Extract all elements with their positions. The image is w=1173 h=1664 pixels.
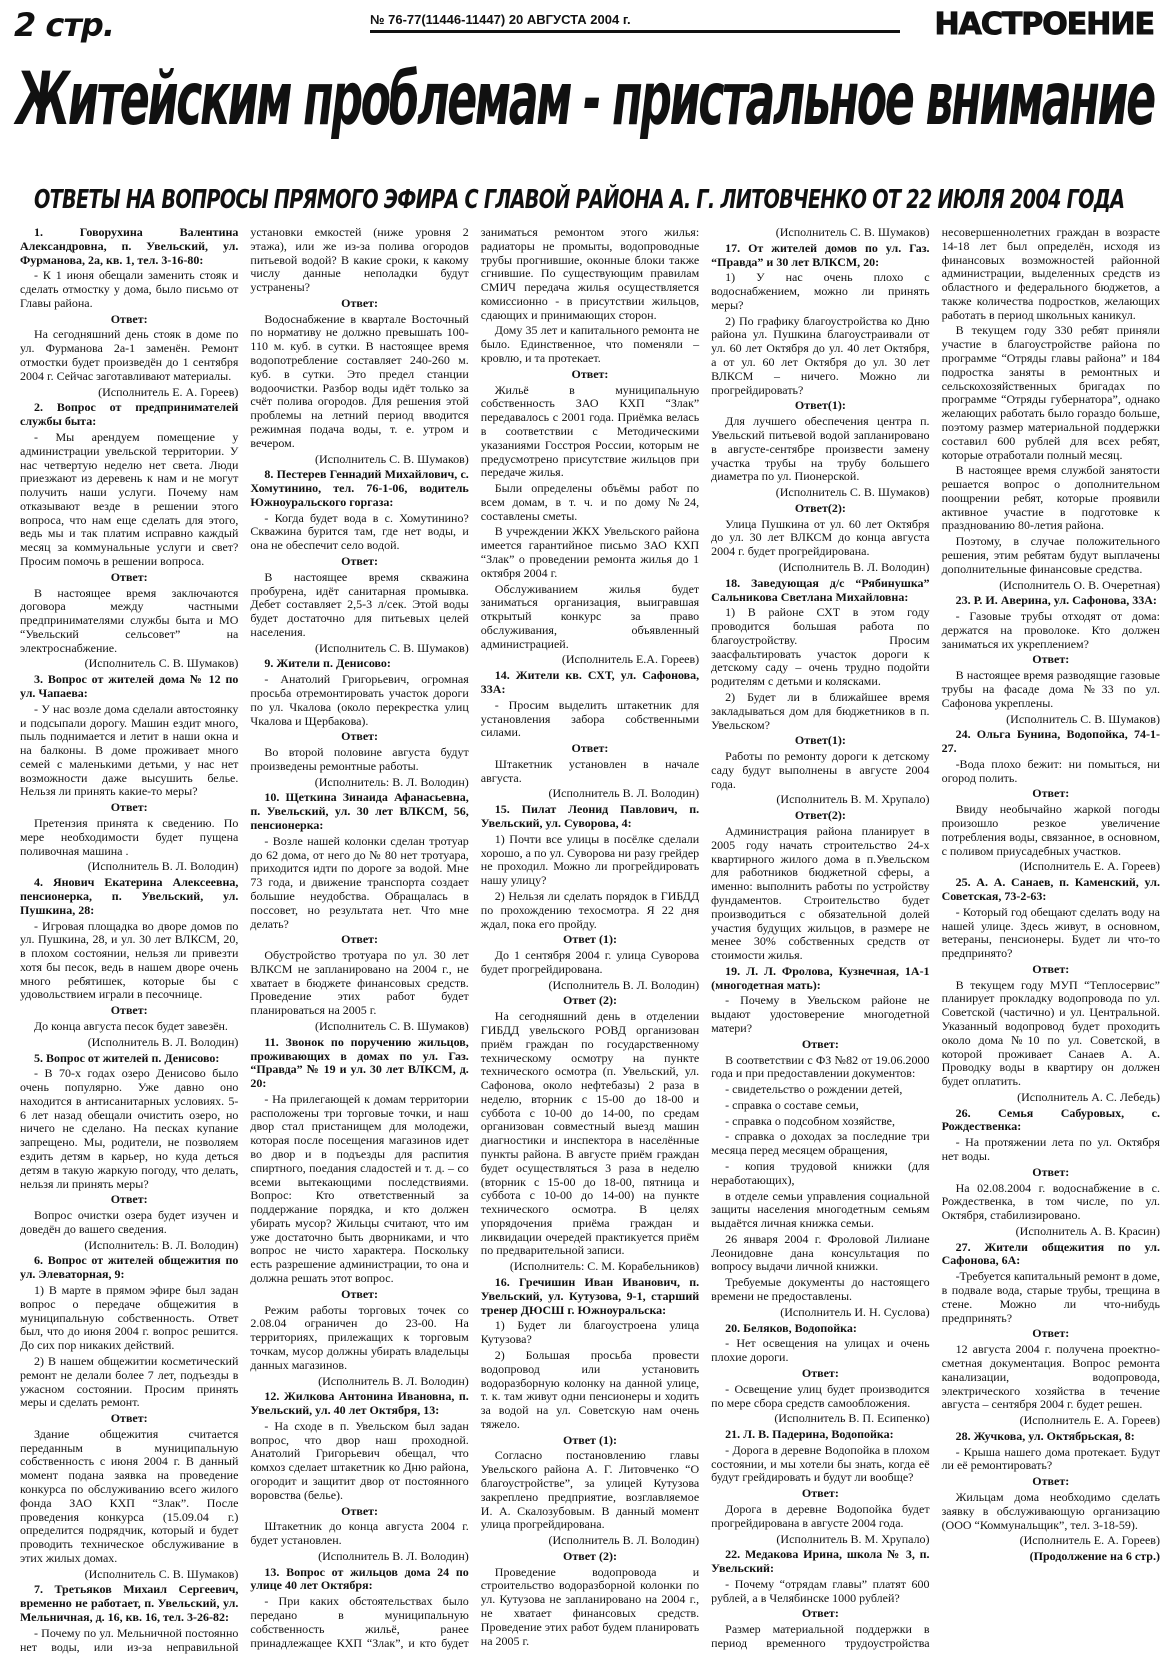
paragraph: - Анатолий Григорьевич, огромная просьба отремонтировать участок дороги по ул. Чкалова (около перекрестка улиц Чкалова и Щербакова). <box>250 672 469 728</box>
paragraph: 2) Будет ли в ближайшее время закладываться дом для бюджетников в п. Увельском? <box>711 690 930 732</box>
question-heading: 2. Вопрос от предпринимателей службы быта: <box>20 400 239 429</box>
paragraph: - На протяжении лета по ул. Октября нет воды. <box>941 1135 1160 1163</box>
answer-label: Ответ (1): <box>563 1432 617 1447</box>
answer-label: Ответ: <box>110 1192 148 1207</box>
answer-label: Ответ(2): <box>794 808 846 823</box>
question-heading: 14. Жители кв. СХТ, ул. Сафонова, 33А: <box>480 668 700 696</box>
paragraph: Согласно постановлению главы Увельского района А. Г. Литовченко “О благоустройстве”, за улицей Кутузова закреплено предприятие, возглавляемое И. А. Скалозубовым. В данный момент улица прогрейдирована. <box>480 1448 700 1532</box>
answer-label: Ответ: <box>341 1286 379 1301</box>
answer-label: Ответ: <box>1032 786 1070 801</box>
question-heading: 6. Вопрос от жителей общежития по ул. Элеваторная, 9: <box>20 1253 239 1282</box>
executor-note: (Исполнитель В. Л. Володин) <box>548 786 700 801</box>
paragraph: В настоящее время разводящие газовые трубы на фасаде дома №33 по ул. Сафонова укреплены. <box>941 668 1160 710</box>
paragraph: - Освещение улиц будет производится по мере сбора средств самообложения. <box>711 1381 930 1410</box>
answer-label: Ответ: <box>110 569 148 584</box>
paragraph: 2) По графику благоустройства ко Дню района ул. Пушкина благоустраивали от ул. 60 лет Октября до ул. 40 лет Октября, а от ул. 60 лет Октября до ул. 30 лет ВЛКСМ – ничего. Можно ли прогрейдировать? <box>711 313 930 397</box>
paragraph: -Требуется капитальный ремонт в доме, в подвале вода, старые трубы, трещина в стене. Можно ли что-нибудь предпринять? <box>941 1269 1160 1325</box>
executor-note: (Исполнитель В. Л. Володин) <box>87 1034 239 1049</box>
executor-note: (Исполнитель В. Л. Володин) <box>548 1533 700 1548</box>
paragraph: - Почему по ул. Мельничной постоянно нет воды, или из-за неправильной установки емкостей (ниже уровня 2 этажа), или же из-за полива огородов питьевой водой? В какие сроки, к какому числу данные неполадки будут устранены? <box>20 225 469 1654</box>
executor-note: (Исполнитель В. М. Хрупало) <box>776 1531 930 1546</box>
answer-label: Ответ: <box>110 1003 148 1018</box>
page-header <box>10 8 1160 42</box>
paragraph: - Почему в Увельском районе не выдают удостоверение многодетной матери? <box>711 993 930 1035</box>
paragraph: 2) Нельзя ли сделать порядок в ГИБДД по прохождению техосмотра. Я 22 дня ждал, пока его пройду. <box>480 888 700 931</box>
newspaper-page <box>10 8 1160 1656</box>
question-heading: 25. А. А. Санаев, п. Каменский, ул. Советская, 73-2-63: <box>941 875 1160 903</box>
answer-label: Ответ: <box>1032 1326 1070 1341</box>
executor-note: (Исполнитель С. В. Шумаков) <box>314 640 469 655</box>
answer-label: Ответ: <box>801 1036 839 1051</box>
question-heading: 8. Пестерев Геннадий Михайлович, с. Хомутинино, тел. 76-1-06, водитель Южноуральского горгаза: <box>250 467 469 509</box>
page-number: 2 стр. <box>14 6 114 44</box>
paragraph: - справка о подсобном хозяйстве, <box>725 1113 895 1128</box>
header-rule <box>370 30 900 33</box>
paragraph: Водоснабжение в квартале Восточный по нормативу не должно превышать 100-110 м. куб. в сутки. В настоящее время водопотребление составляет 240-260 м. куб. в сутки. Это предел станции водоочистки. Разбор воды идёт только за счёт полива огородов. Для решения этой проблемы на летний период вводится режимная подача воды, т. е. утром и вечером. <box>250 311 469 450</box>
answer-label: Ответ (2): <box>563 993 617 1008</box>
answer-label: Ответ: <box>1032 1474 1070 1489</box>
paragraph: На сегодняшний день стояк в доме по ул. Фурманова 2а-1 заменён. Ремонт отмостки будет произведён до 1 сентября 2004 г. Сейчас заготавливают материалы. <box>20 327 239 383</box>
paragraph: 1) Будет ли благоустроена улица Кутузова? <box>480 1318 700 1347</box>
paragraph: В учреждении ЖКХ Увельского района имеется гарантийное письмо ЗАО КХП “Злак” о проведении ремонта жилья до 1 октября 2004 г. <box>480 524 700 580</box>
question-heading: 19. Л. Л. Фролова, Кузнечная, 1А-1 (многодетная мать): <box>711 963 930 992</box>
paragraph: В соответствии с ФЗ №82 от 19.06.2000 года и при предоставлении документов: <box>711 1052 930 1081</box>
paragraph: Для лучшего обеспечения центра п. Увельский питьевой водой запланировано в августе-сентябре произвести замену участка трубы на трубу большего диаметра по ул. Пионерской. <box>711 414 930 484</box>
issue-info: № 76-77(11446-11447) 20 АВГУСТА 2004 г. <box>370 12 631 27</box>
answer-label: Ответ: <box>571 741 609 756</box>
executor-note: (Исполнитель С. В. Шумаков) <box>1006 711 1160 726</box>
paragraph: Ввиду необычайно жаркой погоды произошло резкое увеличение потребления воды, связанное, в основном, с поливом приусадебных участков. <box>941 802 1160 858</box>
paragraph: - Нет освещения на улицах и очень плохие дороги. <box>711 1336 930 1365</box>
answer-label: Ответ(1): <box>794 398 846 413</box>
paragraph: Штакетник до конца августа 2004 г. будет установлен. <box>250 1519 469 1548</box>
question-heading: 28. Жучкова, ул. Октябрьская, 8: <box>955 1428 1135 1443</box>
executor-note: (Исполнитель И. Н. Суслова) <box>780 1304 930 1319</box>
paragraph: Обслуживанием жилья будет заниматься организация, выигравшая открытый конкурс за право обслуживания, объявленный администрацией. <box>480 581 700 651</box>
paragraph: 26 января 2004 г. Фроловой Лилиане Леонидовне дана консультация по вопросу выдачи личной книжки. <box>711 1231 930 1274</box>
paragraph: До конца августа песок будет завезён. <box>34 1018 228 1033</box>
paragraph: - Мы арендуем помещение у администрации увельской территории. У нас четвертую неделю нет света. Люди приезжают из деревень к нам и не могут получить наши услуги. Почему нам отказывают везде в решении этого вопроса, что нам еще сделать для этого, ведь мы и так платим исправно каждый месяц за коммунальные услуги и свет? Просим помочь в решении вопроса. <box>20 429 239 568</box>
executor-note: (Исполнитель С. В. Шумаков) <box>84 1566 239 1581</box>
answer-label: Ответ: <box>341 729 379 744</box>
paragraph: 1) В марте в прямом эфире был задан вопрос о передаче общежития в муниципальную собственность. Ответ был, что до июня 2004 г. вопрос решится. До сих пор никаких действий. <box>20 1283 239 1353</box>
paragraph: - Когда будет вода в с. Хомутинино? Скважина бурится там, где нет воды, и она не обеспечит село водой. <box>250 510 469 553</box>
paragraph: 1) Почти все улицы в посёлке сделали хорошо, а по ул. Суворова ни разу грейдер не проходил. Можно ли прогрейдировать нашу улицу? <box>480 831 700 888</box>
executor-note: (Исполнитель С. В. Шумаков) <box>775 485 930 500</box>
paragraph: Штакетник установлен в начале августа. <box>480 756 700 785</box>
question-heading: 27. Жители общежития по ул. Сафонова, 6А: <box>941 1239 1160 1268</box>
paragraph: в отделе семьи управления социальной защиты населения многодетным семьям выдаётся личная книжка семьи. <box>711 1188 930 1231</box>
paragraph: Дому 35 лет и капитального ремонта не было. Единственное, что поменяли – кровлю, и та протекает. <box>480 323 700 366</box>
answer-label: Ответ: <box>801 1365 839 1380</box>
answer-label: Ответ: <box>110 800 148 815</box>
answer-label: Ответ: <box>571 366 609 381</box>
answer-label: Ответ: <box>341 553 379 568</box>
paragraph: Жильцам дома необходимо сделать заявку в обслуживающую организацию (ООО “Коммунальщик”, тел. 3-18-59). <box>941 1489 1160 1532</box>
paragraph: Режим работы торговых точек со 2.08.04 ограничен до 23-00. На территориях, прилежащих к торговым точкам, мусор должны убирать владельцы данных магазинов. <box>250 1302 469 1372</box>
executor-note: (Исполнитель С. В. Шумаков) <box>84 656 239 671</box>
paragraph: На 02.08.2004 г. водоснабжение в с. Рождественка, в том числе, по ул. Октября, стабилизировано. <box>941 1180 1160 1223</box>
paragraph: 1) У нас очень плохо с водоснабжением, можно ли принять меры? <box>711 270 930 312</box>
paragraph: Во второй половине августа будут произведены ремонтные работы. <box>250 745 469 773</box>
executor-note: (Исполнитель В. П. Есипенко) <box>774 1411 930 1426</box>
paragraph: - Просим выделить штакетник для установления забора собственными силами. <box>480 697 700 740</box>
paragraph: В настоящее время службой занятости решается вопрос о дополнительном поощрении ребят, которые проявили активное участие в подготовке к празднованию 80-летия района. <box>941 463 1160 533</box>
paragraph: В текущем году МУП “Теплосервис” планирует прокладку водопровода по ул. Советской (частично) и ул. Центральной. Указанный водопровод будет проходить около дома №10 по ул. Советской, в которой проживает Санаев А. А. Проводку воды в квартиру он должен будет оплатить. <box>941 977 1160 1089</box>
answer-label: Ответ: <box>341 295 379 310</box>
paragraph: - Крыша нашего дома протекает. Будут ли её ремонтировать? <box>941 1444 1160 1473</box>
executor-note: (Исполнитель: В. Л. Володин) <box>314 774 469 789</box>
answer-label: Ответ(2): <box>794 500 846 515</box>
executor-note: (Исполнитель Е. А. Гореев) <box>1019 859 1160 874</box>
executor-note: (Исполнитель Е. А. Гореев) <box>1019 1533 1160 1548</box>
subheadline: ОТВЕТЫ НА ВОПРОСЫ ПРЯМОГО ЭФИРА С ГЛАВОЙ РАЙОНА А. Г. ЛИТОВЧЕНКО ОТ 22 ИЮЛЯ 2004 ГОДА <box>34 185 1125 215</box>
question-heading: 22. Медакова Ирина, школа № 3, п. Увельский: <box>711 1547 930 1576</box>
paragraph: - Газовые трубы отходят от дома: держатся на проволоке. Кто должен заниматься их укреплением? <box>941 609 1160 651</box>
executor-note: (Исполнитель Е. А. Гореев) <box>98 384 239 399</box>
paragraph: Размер материальной поддержки в период временного трудоустройства несовершеннолетних граждан в возрасте 14-18 лет был определён, исходя из финансовых возможностей районной администрации, выделенных средств из областного и федерального бюджетов, а также количества подростков, желающих работать в период школьных каникул. <box>711 225 1160 1650</box>
paragraph: Обустройство тротуара по ул. 30 лет ВЛКСМ не запланировано на 2004 г., не хватает в бюджете финансовых средств. Проведение этих работ будет планироваться на 2005 г. <box>250 948 469 1018</box>
section-title: НАСТРОЕНИЕ <box>934 7 1154 42</box>
executor-note: (Исполнитель В. Л. Володин) <box>318 1548 469 1563</box>
paragraph: Проведение водопровода и строительство водоразборной колонки по ул. Кутузова не запланировано на 2004 г., не хватает финансовых средств. Проведение этих работ будем планировать на 2005 г. <box>480 1564 700 1648</box>
question-heading: 11. Звонок по поручению жильцов, проживающих в домах по ул. Газ. “Правда” № 19 и ул. 30 лет ВЛКСМ, д. 20: <box>250 1034 469 1091</box>
question-heading: 10. Щеткина Зинаида Афанасьевна, п. Увельский, ул. 30 лет ВЛКСМ, 56, пенсионерка: <box>250 790 469 833</box>
paragraph: - У нас возле дома сделали автостоянку и подсыпали дорогу. Машин ездит много, пыль поднимается и летит в наши окна и на балконы. В доме проживает много семей с маленькими детьми, у нас нет возможности даже высушить белье. Нельзя ли принять какие-то меры? <box>20 701 239 799</box>
paragraph: 1) В районе СХТ в этом году проводится большая работа по благоустройству. Просим заасфальтировать участок дороги к детскому саду – очень трудно подойти родителям с детьми и колясками. <box>711 605 930 689</box>
paragraph: Претензия принята к сведению. По мере необходимости будет пущена поливочная машина . <box>20 816 239 858</box>
question-heading: 24. Ольга Бунина, Водопойка, 74-1-27. <box>941 727 1160 756</box>
question-heading: 16. Гречишин Иван Иванович, п. Увельский, ул. Кутузова, 9-1, старший тренер ДЮСШ г. Южноуральска: <box>480 1275 700 1317</box>
paragraph: Вопрос очистки озера будет изучен и доведён до вашего сведения. <box>20 1208 239 1236</box>
paragraph: Работы по ремонту дороги к детскому саду будут выполнены в августе 2004 года. <box>711 749 930 791</box>
paragraph: Поэтому, в случае положительного решения, этим ребятам будут выплачены дополнительные финансовые средства. <box>941 534 1160 576</box>
question-heading: 23. Р. И. Аверина, ул. Сафонова, 33А: <box>955 593 1157 608</box>
paragraph: Требуемые документы до настоящего времени не предоставлены. <box>711 1275 930 1304</box>
question-heading: 1. Говорухина Валентина Александровна, п. Увельский, ул. Фурманова, 2а, кв. 1, тел. 3-16-80: <box>20 225 239 267</box>
question-heading: 15. Пилат Леонид Павлович, п. Увельский, ул. Суворова, 4: <box>480 802 700 831</box>
executor-note: (Исполнитель О. В. Очеретная) <box>999 577 1160 592</box>
question-heading: 20. Беляков, Водопойка: <box>725 1320 857 1335</box>
question-heading: 21. Л. В. Падерина, Водопойка: <box>725 1427 894 1442</box>
paragraph: Администрация района планирует в 2005 году начать строительство 24-х квартирного жилого дома в п.Увельском для работников бюджетной сферы, а именно: выполнить работы по устройству фундаментов. Строительство будет производиться с обязательной долей участия будущих жильцов, в размере не менее 30% собственных средств от стоимости жилья. <box>711 824 930 963</box>
answer-label: Ответ: <box>1032 652 1070 667</box>
answer-label: Ответ: <box>341 932 379 947</box>
executor-note: (Исполнитель А. В. Красин) <box>1015 1223 1160 1238</box>
question-heading: 3. Вопрос от жителей дома № 12 по ул. Чапаева: <box>20 672 239 700</box>
paragraph: - При каких обстоятельствах было передано в муниципальную собственность жильё, ранее принадлежащее КХП “Злак”, и кто будет заниматься ремонтом этого жилья: радиаторы не промыты, водопроводные трубы прогнившие, оконные блоки также сгнившие. По существующим правилам СМИЧ передача жилья осуществляется комиссионно - в присутствии жильцов, сдающих и принимающих сторон. <box>250 225 700 1650</box>
paragraph: В текущем году 330 ребят приняли участие в благоустройстве района по программе “Отряды главы района” и 184 подростка заняты в ремонтных и сельскохозяйственных бригадах по программе “Отряды губернатора”, однако желающих работать было гораздо больше, поэтому размер материальной поддержки составил 600 рублей для всех ребят, которые отработали полный месяц. <box>941 323 1160 462</box>
paragraph: В настоящее время скважина пробурена, идёт санитарная промывка. Дебет составляет 2,5-3 л/сек. Этой воды будет достаточно для питьевых целей населения. <box>250 569 469 639</box>
paragraph: 2) Большая просьба провести водопровод или установить водоразборную колонку на данной улице, т. к. там живут одни пенсионеры и ходить за водой на ул. Советскую нам очень тяжело. <box>480 1347 700 1431</box>
paragraph: - Почему “отрядам главы” платят 600 рублей, а в Челябинске 1000 рублей? <box>711 1576 930 1605</box>
answer-label: Ответ: <box>801 1486 839 1501</box>
executor-note: (Исполнитель В. Л. Володин) <box>778 559 930 574</box>
paragraph: Здание общежития считается переданным в муниципальную собственность с июня 2004 г. В данный момент подана заявка на проведение конкурса по обслуживанию всего жилого фонда ЗАО КХП “Злак”. После проведения конкурса (15.09.04 г.) определится подрядчик, который и будет проводить техническое обслуживание в этих жилых домах. <box>20 1426 239 1565</box>
paragraph: -Вода плохо бежит: ни помыться, ни огород полить. <box>941 756 1160 785</box>
question-heading: 13. Вопрос от жильцов дома 24 по улице 40 лет Октября: <box>250 1564 469 1593</box>
answer-label: Ответ (1): <box>563 932 617 947</box>
answer-label: Ответ (2): <box>563 1548 617 1563</box>
question-heading: 9. Жители п. Денисово: <box>264 656 391 671</box>
paragraph: - копия трудовой книжки (для неработающих), <box>711 1159 930 1187</box>
executor-note: (Исполнитель С. В. Шумаков) <box>314 451 469 466</box>
paragraph: - На прилегающей к домам территории расположены три торговые точки, и наш двор стал пристанищем для молодежи, которая после посещения магазинов идет во двор и в подъезды для распития спиртного, поедания сладостей и т. д. – со всеми вытекающими последствиями. Вопрос: Кто ответственный за поддержание порядка, и кто должен убирать мусор? Жильцы считают, что им уже достаточно быть дворниками, и что вопрос не чисто характера. Поскольку есть разрешение администрации, то она и должна решать этот вопрос. <box>250 1091 469 1286</box>
paragraph: Дорога в деревне Водопойка будет прогрейдирована в августе 2004 года. <box>711 1501 930 1530</box>
question-heading: 4. Янович Екатерина Алексеевна, пенсионерка, п. Увельский, ул. Пушкина, 28: <box>20 875 239 917</box>
paragraph: - В 70-х годах озеро Денисово было очень популярно. Уже давно оно находится в антисанитарных условиях. 5-6 лет назад обещали очистить озеро, но ничего не сделано. На песках купание запрещено. Мы, родители, не позволяем ездить детям в карьер, но куда деться детям в такую жаркую погоду, что делать, нельзя ли принять меры? <box>20 1066 239 1191</box>
question-heading: 18. Заведующая д/с “Рябинушка” Сальникова Светлана Михайловна: <box>711 575 930 604</box>
answer-label: Ответ: <box>1032 1164 1070 1179</box>
paragraph: До 1 сентября 2004 г. улица Суворова будет прогрейдирована. <box>480 948 700 976</box>
paragraph: - Игровая площадка во дворе домов по ул. Пушкина, 28, и ул. 30 лет ВЛКСМ, 20, в плохом состоянии, нельзя ли привезти хотя бы песок, ведь в нашем дворе очень много ребятишек, которые бы с удовольствием играли в песочнице. <box>20 918 239 1002</box>
paragraph: В настоящее время заключаются договора между частными предпринимателями службы быта и МО “Увельский сельсовет” на электроснабжение. <box>20 585 239 655</box>
executor-note: (Исполнитель: С. М. Корабельников) <box>509 1259 700 1274</box>
paragraph: - свидетельство о рождении детей, <box>725 1082 903 1097</box>
paragraph: - На сходе в п. Увельском был задан вопрос, что двор наш проходной. Анатолий Григорьевич обещал, что комхоз сделает штакетник ко Дню района, огородит и защитит двор от постоянного воровства (белье). <box>250 1418 469 1502</box>
executor-note: (Исполнитель В. Л. Володин) <box>318 1373 469 1388</box>
paragraph: На сегодняшний день в отделении ГИБДД увельского РОВД организован приём граждан по государственному техническому осмотру на пункте технического осмотра (п. Увельский, ул. Сафонова, около нефтебазы) 2 раза в неделю, вторник с 15-00 до 18-00 и суббота с 10-00 до 14-00, по средам организован совместный выезд машин диагностики и инспектора в населённые пункты района. В августе приём граждан будет осуществляться 3 раза в неделю (вторник с 15-00 до 18-00, пятница и суббота с 10-00 до 14-00) на пункте технического осмотра. В целях упорядочения приёма граждан и ликвидации очередей практикуется приём по предварительной записи. <box>480 1009 700 1258</box>
paragraph: Были определены объёмы работ по всем домам, в т. ч. и по дому №24, составлены сметы. <box>480 481 700 523</box>
executor-note: (Исполнитель В. Л. Володин) <box>87 859 239 874</box>
answer-label: Ответ: <box>110 1411 148 1426</box>
article-body <box>20 226 1160 1656</box>
paragraph: Улица Пушкина от ул. 60 лет Октября до ул. 30 лет ВЛКСМ до конца августа 2004 г. будет прогрейдирована. <box>711 516 930 559</box>
answer-label: Ответ: <box>341 1503 379 1518</box>
executor-note: (Исполнитель: В. Л. Володин) <box>84 1237 239 1252</box>
paragraph: - Возле нашей колонки сделан тротуар до 62 дома, от него до № 80 нет тротуара, приходится идти по дороге за водой. Мне 73 года, и движение транспорта создает большие неудобства. Обращалась в поссовет, но результата нет. Что мне делать? <box>250 833 469 931</box>
paragraph: - Дорога в деревне Водопойка в плохом состоянии, и мы хотели бы знать, когда её будут грейдировать и будут ли вообще? <box>711 1442 930 1485</box>
answer-label: Ответ: <box>1032 961 1070 976</box>
paragraph: - справка о доходах за последние три месяца перед месяцем обращения, <box>711 1129 930 1158</box>
headline: Житейским проблемам - пристальное внимание <box>16 57 1154 142</box>
executor-note: (Исполнитель С. В. Шумаков) <box>775 225 930 239</box>
answer-label: Ответ: <box>801 1606 839 1621</box>
question-heading: 5. Вопрос от жителей п. Денисово: <box>34 1050 220 1065</box>
paragraph: 12 августа 2004 г. получена проектно-сметная документация. Вопрос ремонта канализации, водопровода, электрического хозяйства в течение августа – сентября 2004 г. будет решен. <box>941 1342 1160 1412</box>
paragraph: Жильё в муниципальную собственность ЗАО КХП “Злак” передавалось с 2001 года. Приёмка велась в соответствии с Методическими указаниями Госстроя России, которым не предусмотрено присутствие жильцов при передаче жилья. <box>480 382 700 480</box>
executor-note: (Исполнитель А. С. Лебедь) <box>1017 1089 1160 1104</box>
question-heading: 17. От жителей домов по ул. Газ. “Правда” и 30 лет ВЛКСМ, 20: <box>711 240 930 269</box>
executor-note: (Исполнитель В. Л. Володин) <box>548 977 700 992</box>
executor-note: (Исполнитель В. М. Хрупало) <box>776 792 930 807</box>
executor-note: (Исполнитель Е.А. Гореев) <box>561 652 700 667</box>
answer-label: Ответ(1): <box>794 733 846 748</box>
continuation-note: (Продолжение на 6 стр.) <box>1029 1549 1160 1564</box>
executor-note: (Исполнитель Е. А. Гореев) <box>1019 1413 1160 1428</box>
question-heading: 26. Семья Сабуровых, с. Рождественка: <box>941 1105 1160 1134</box>
paragraph: - Который год обещают сделать воду на нашей улице. Здесь живут, в основном, ветераны, пенсионеры. Будет ли что-то предпринято? <box>941 904 1160 961</box>
question-heading: 12. Жилкова Антонина Ивановна, п. Увельский, ул. 40 лет Октября, 13: <box>250 1389 469 1418</box>
paragraph: - К 1 июня обещали заменить стояк и сделать отмостку у дома, было письмо от Главы района. <box>20 268 239 310</box>
paragraph: - справка о составе семьи, <box>725 1097 859 1112</box>
question-heading: 7. Третьяков Михаил Сергеевич, временно не работает, п. Увельский, ул. Мельничная, д. 16, кв. 16, тел. 3-26-82: <box>20 1582 239 1624</box>
executor-note: (Исполнитель С. В. Шумаков) <box>314 1018 469 1033</box>
paragraph: 2) В нашем общежитии косметический ремонт не делали более 7 лет, подъезды в ужасном состоянии. Просим принять меры и сделать ремонт. <box>20 1353 239 1410</box>
answer-label: Ответ: <box>110 311 148 326</box>
